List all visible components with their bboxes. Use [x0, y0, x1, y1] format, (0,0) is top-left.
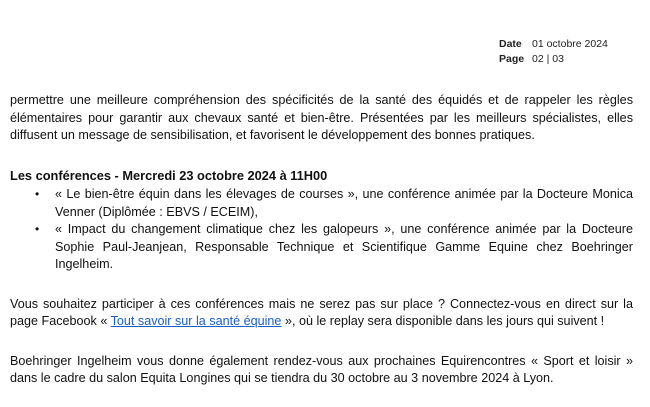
- conferences-list: [10, 186, 633, 274]
- page-label: Page: [499, 53, 525, 65]
- page-value: 02 | 03: [532, 53, 564, 65]
- list-item: [10, 186, 633, 221]
- document-body: [10, 92, 633, 388]
- page-row: [499, 52, 608, 67]
- bullet-icon: •: [35, 187, 40, 201]
- date-row: [499, 37, 608, 52]
- conferences-title: Les conférences - Mercredi 23 octobre 2024 à 11H00: [10, 167, 328, 183]
- conference-item-text: « Le bien-être équin dans les élevages de courses », une conférence animée par la Docteure Monica Venner (Diplômée : EBVS / ECEIM),: [55, 187, 633, 219]
- participation-paragraph: [10, 296, 633, 331]
- date-label: Date: [499, 38, 522, 50]
- list-item: [10, 221, 633, 274]
- participation-text-after: », où le replay sera disponible dans les jours qui suivent !: [281, 314, 605, 328]
- participation-text-before: Vous souhaitez participer à ces conférences mais ne serez pas sur place ? Connectez-vous en direct sur la page Facebook «: [10, 296, 633, 328]
- bullet-icon: •: [35, 222, 40, 236]
- intro-paragraph: permettre une meilleure compréhension des spécificités de la santé des équidés et de rappeler les règles élémentaires pour garantir aux chevaux santé et bien-être. Présentées par les meilleurs spécialistes, elles diffusent un message de sensibilisation, et favorisent le développement des bonnes pratiques.: [10, 93, 633, 142]
- conference-item-text: « Impact du changement climatique chez les galopeurs », une conférence animée par la Docteure Sophie Paul-Jeanjean, Responsable Technique et Scientifique Gamme Equine chez Boehringer Ingelheim.: [55, 222, 633, 271]
- date-value: 01 octobre 2024: [532, 38, 608, 50]
- document-meta: [499, 37, 608, 67]
- closing-paragraph: Boehringer Ingelheim vous donne également rendez-vous aux prochaines Equirencontres « Sport et loisir » dans le cadre du salon Equita Longines qui se tiendra du 30 octobre au 3 novembre 2024 à Lyon.: [10, 353, 633, 385]
- facebook-page-link[interactable]: Tout savoir sur la santé équine: [110, 314, 282, 328]
